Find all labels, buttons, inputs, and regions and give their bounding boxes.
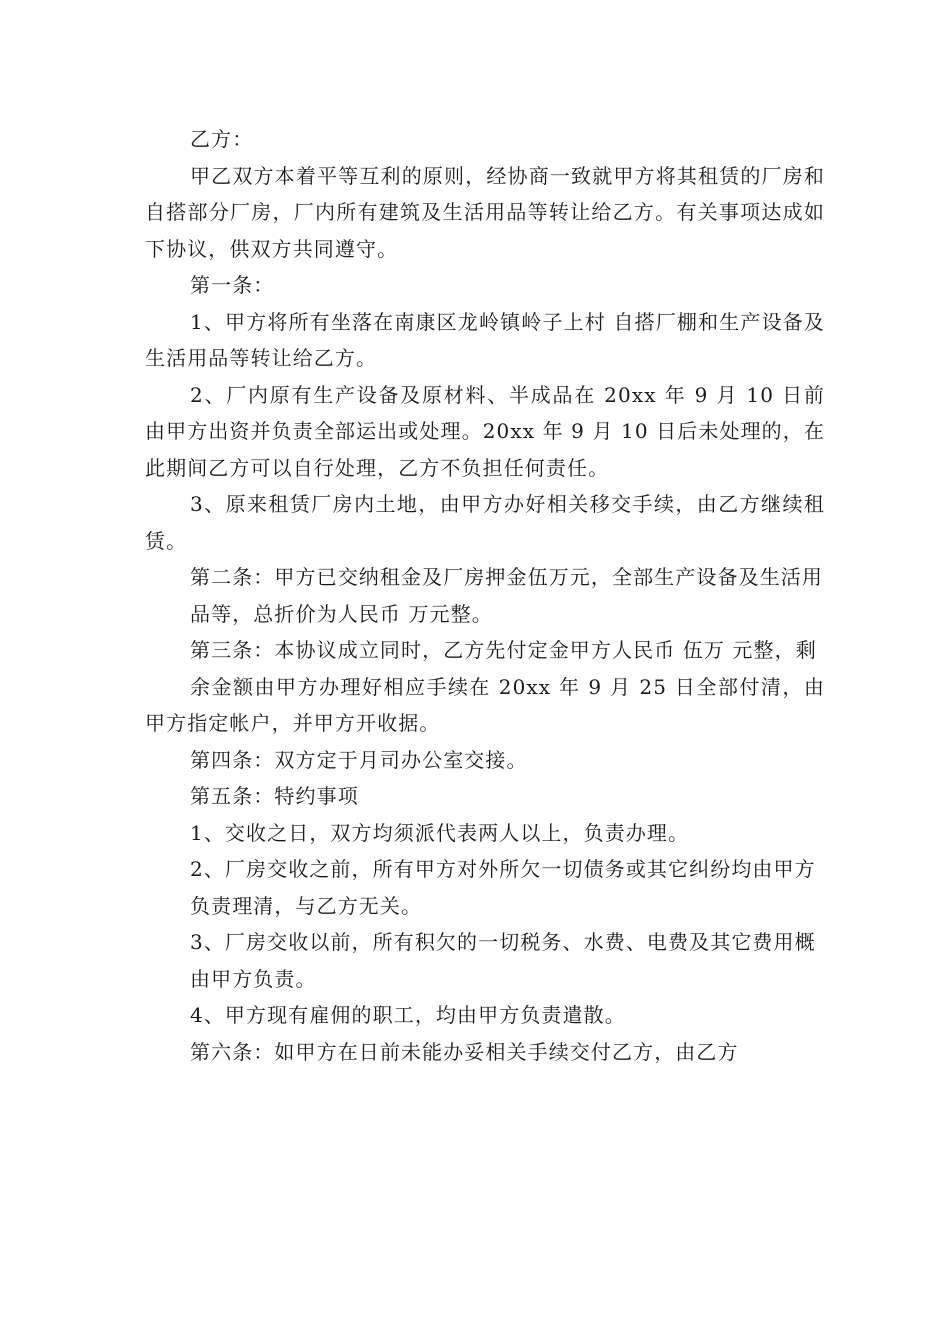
document-body [145, 121, 825, 1070]
paragraph: 1、甲方将所有坐落在南康区龙岭镇岭子上村 自搭厂棚和生产设备及生活用品等转让给乙方。 [145, 309, 825, 370]
paragraph: 第六条：如甲方在日前未能办妥相关手续交付乙方，由乙方 [190, 1039, 739, 1064]
paragraph: 3、原来租赁厂房内土地，由甲方办好相关移交手续，由乙方继续租赁。 [145, 492, 825, 553]
paragraph: 负责理清，与乙方无关。 [190, 893, 423, 918]
paragraph: 4、甲方现有雇佣的职工，均由甲方负责遣散。 [190, 1003, 626, 1027]
paragraph: 第四条：双方定于月司办公室交接。 [190, 747, 528, 772]
paragraph: 第二条：甲方已交纳租金及厂房押金伍万元，全部生产设备及生活用 [190, 565, 823, 589]
paragraph: 第三条：本协议成立同时，乙方先付定金甲方人民币 伍万 元整，剩 [190, 638, 817, 662]
paragraph: 乙方： [190, 127, 254, 151]
paragraph: 第一条： [190, 273, 275, 297]
paragraph: 2、厂内原有生产设备及原材料、半成品在 20xx 年 9 月 10 日前由甲方出资并负责全部运出或处理。20xx 年 9 月 10 日后未处理的，在此期间乙方可以自行处理，乙方不负担任何责任。 [145, 382, 825, 480]
paragraph: 3、厂房交收以前，所有积欠的一切税务、水费、电费及其它费用概 [190, 930, 816, 954]
paragraph: 第五条：特约事项 [190, 784, 359, 808]
paragraph: 由甲方负责。 [190, 966, 317, 991]
paragraph: 余金额由甲方办理好相应手续在 20xx 年 9 月 25 日全部付清，由甲方指定帐户，并甲方开收据。 [145, 674, 825, 735]
paragraph: 甲乙双方本着平等互利的原则，经协商一致就甲方将其租赁的厂房和自搭部分厂房，厂内所有建筑及生活用品等转让给乙方。有关事项达成如下协议，供双方共同遵守。 [145, 163, 825, 261]
paragraph: 1、交收之日，双方均须派代表两人以上，负责办理。 [190, 820, 690, 845]
paragraph: 2、厂房交收之前，所有甲方对外所欠一切债务或其它纠纷均由甲方 [190, 857, 816, 881]
paragraph: 品等，总折价为人民币 万元整。 [190, 601, 493, 626]
